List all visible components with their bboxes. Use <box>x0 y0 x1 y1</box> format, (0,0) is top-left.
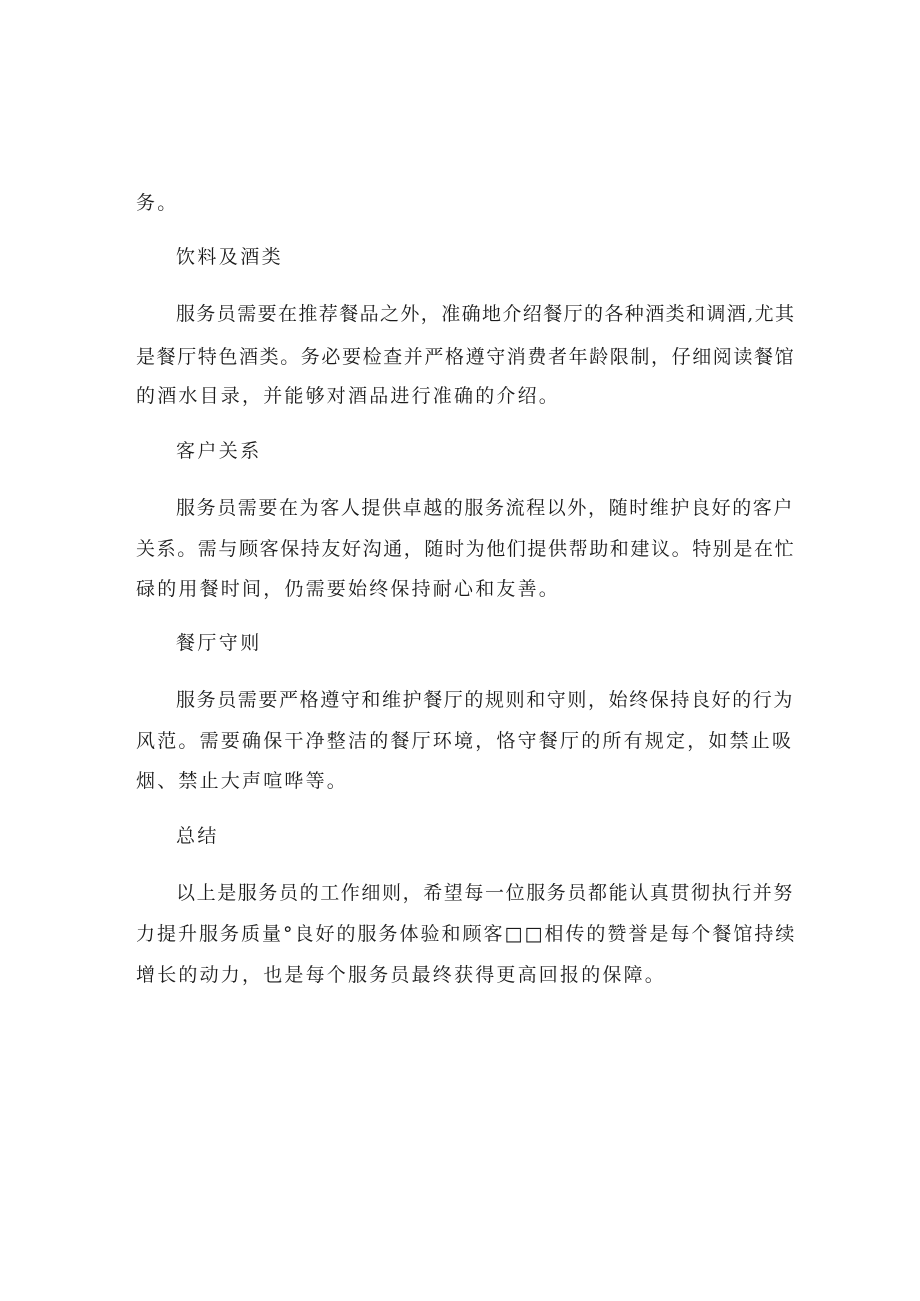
paragraph-line: 服务员需要严格遵守和维护餐厅的规则和守则，始终保持良好的行为 <box>176 689 795 711</box>
paragraph-line: 务。 <box>136 192 179 214</box>
section-heading-customer-relations: 客户关系 <box>176 440 262 462</box>
section-heading-drinks: 饮料及酒类 <box>176 246 284 268</box>
paragraph-line: 服务员需要在为客人提供卓越的服务流程以外，随时维护良好的客户 <box>176 497 795 519</box>
paragraph-line: 是餐厅特色酒类。务必要检查并严格遵守消费者年龄限制，仔细阅读餐馆 <box>136 346 796 368</box>
paragraph-line: 服务员需要在推荐餐品之外，准确地介绍餐厅的各种酒类和调酒,尤其 <box>176 303 796 325</box>
paragraph-line: 以上是服务员的工作细则，希望每一位服务员都能认真贯彻执行并努 <box>176 882 795 904</box>
paragraph-line: 烟、禁止大声喧哗等。 <box>136 770 349 792</box>
paragraph-line: 增长的动力，也是每个服务员最终获得更高回报的保障。 <box>136 964 667 986</box>
paragraph-line: 风范。需要确保干净整洁的餐厅环境，恪守餐厅的所有规定，如禁止吸 <box>136 730 794 752</box>
section-heading-restaurant-rules: 餐厅守则 <box>176 632 262 654</box>
section-heading-summary: 总结 <box>176 825 219 847</box>
paragraph-line: 力提升服务质量°良好的服务体验和顾客□□相传的赞誉是每个餐馆持续 <box>136 923 797 945</box>
paragraph-line: 碌的用餐时间，仍需要始终保持耐心和友善。 <box>136 578 561 600</box>
paragraph-line: 关系。需与顾客保持友好沟通，随时为他们提供帮助和建议。特别是在忙 <box>136 538 796 560</box>
paragraph-line: 的酒水目录，并能够对酒品进行准确的介绍。 <box>136 385 561 407</box>
